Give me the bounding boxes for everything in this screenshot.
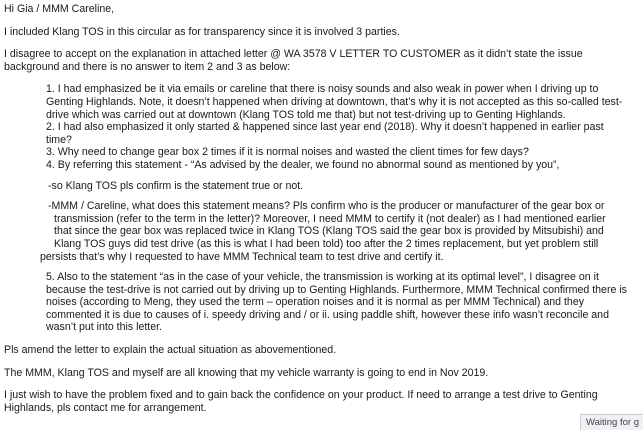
status-bar: Waiting for g [580,414,643,430]
point-4: 4. By referring this statement - “As advised by the dealer, we found no abnormal sound as mentioned by you”, [46,158,560,171]
point-line: drive which was carried out at downtown (Klang TOS told me that) but not test-driving up to Genting Highlands. [46,108,566,121]
point-1 [46,83,640,121]
careline-line: that since the gear box was replaced twice in Klang TOS (Klang TOS said the gear box is provided by Mitsubishi) and [54,225,604,238]
closing-line: Highlands, pls contact me for arrangement. [4,401,207,414]
careline-line: -MMM / Careline, what does this statement means? Pls confirm who is the producer or manufacturer of the gear box or [48,200,605,213]
disagree-line: background and there is no answer to item 2 and 3 as below: [4,60,291,73]
careline-line: Klang TOS guys did test drive (as this is what I had been told) too after the 2 times replacement, but yet problem still [54,237,599,250]
disagree-line: I disagree to accept on the explanation in attached letter @ WA 3578 V LETTER TO CUSTOMER as it didn’t state the issue [4,48,583,61]
klang-tos-confirm-line: -so Klang TOS pls confirm is the statement true or not. [48,179,304,192]
point-line: because the test-drive is not carried out by driving up to Genting Highlands. Furthermore, MMM Technical confirmed there is [46,283,627,296]
point-line: 2. I had also emphasized it only started & happened since last year end (2018). Why it doesn’t happened in earlier past [46,121,604,134]
careline-question [40,200,640,263]
point-3: 3. Why need to change gear box 2 times if it is normal noises and wasted the client times for few days? [46,146,529,159]
intro-paragraph: I included Klang TOS in this circular as for transparency since it is involved 3 parties. [4,25,400,38]
amend-request: Pls amend the letter to explain the actual situation as abovementioned. [4,344,337,357]
point-line: noises (according to Meng, they used the term – operation noises and it is normal as per MMM Technical) and they [46,296,585,309]
point-line: 1. I had emphasized be it via emails or careline that there is noisy sounds and also weak in power when I driving up to [46,83,599,96]
point-line: 5. Also to the statement “as in the case of your vehicle, the transmission is working at its optimal level”, I disagree on it [46,271,599,284]
careline-line: transmission (refer to the term in the letter)? Moreover, I need MMM to certify it (not dealer) as I had mentioned earlier [54,212,606,225]
careline-line: persists that’s why I requested to have MMM Technical team to test drive and certify it. [40,250,444,263]
point-line: commented it is due to causes of i. speedy driving and / or ii. using paddle shift, however these info wasn’t reconcile and [46,308,609,321]
disagree-paragraph [4,48,640,73]
closing-paragraph [4,389,640,414]
greeting: Hi Gia / MMM Careline, [4,3,115,15]
closing-line: I just wish to have the problem fixed and to gain back the confidence on your product. If need to arrange a test drive to Genting [4,389,598,402]
numbered-points [4,83,640,334]
point-line: wasn’t put into this letter. [46,321,163,334]
point-5 [46,271,640,334]
point-line: time? [46,133,72,146]
point-line: Genting Highlands. Note, it doesn’t happened when driving at downtown, that’s why it is not accepted as this so-called test- [46,95,623,108]
warranty-note: The MMM, Klang TOS and myself are all knowing that my vehicle warranty is going to end in Nov 2019. [4,366,489,379]
email-body [4,3,640,414]
point-2 [46,121,640,146]
